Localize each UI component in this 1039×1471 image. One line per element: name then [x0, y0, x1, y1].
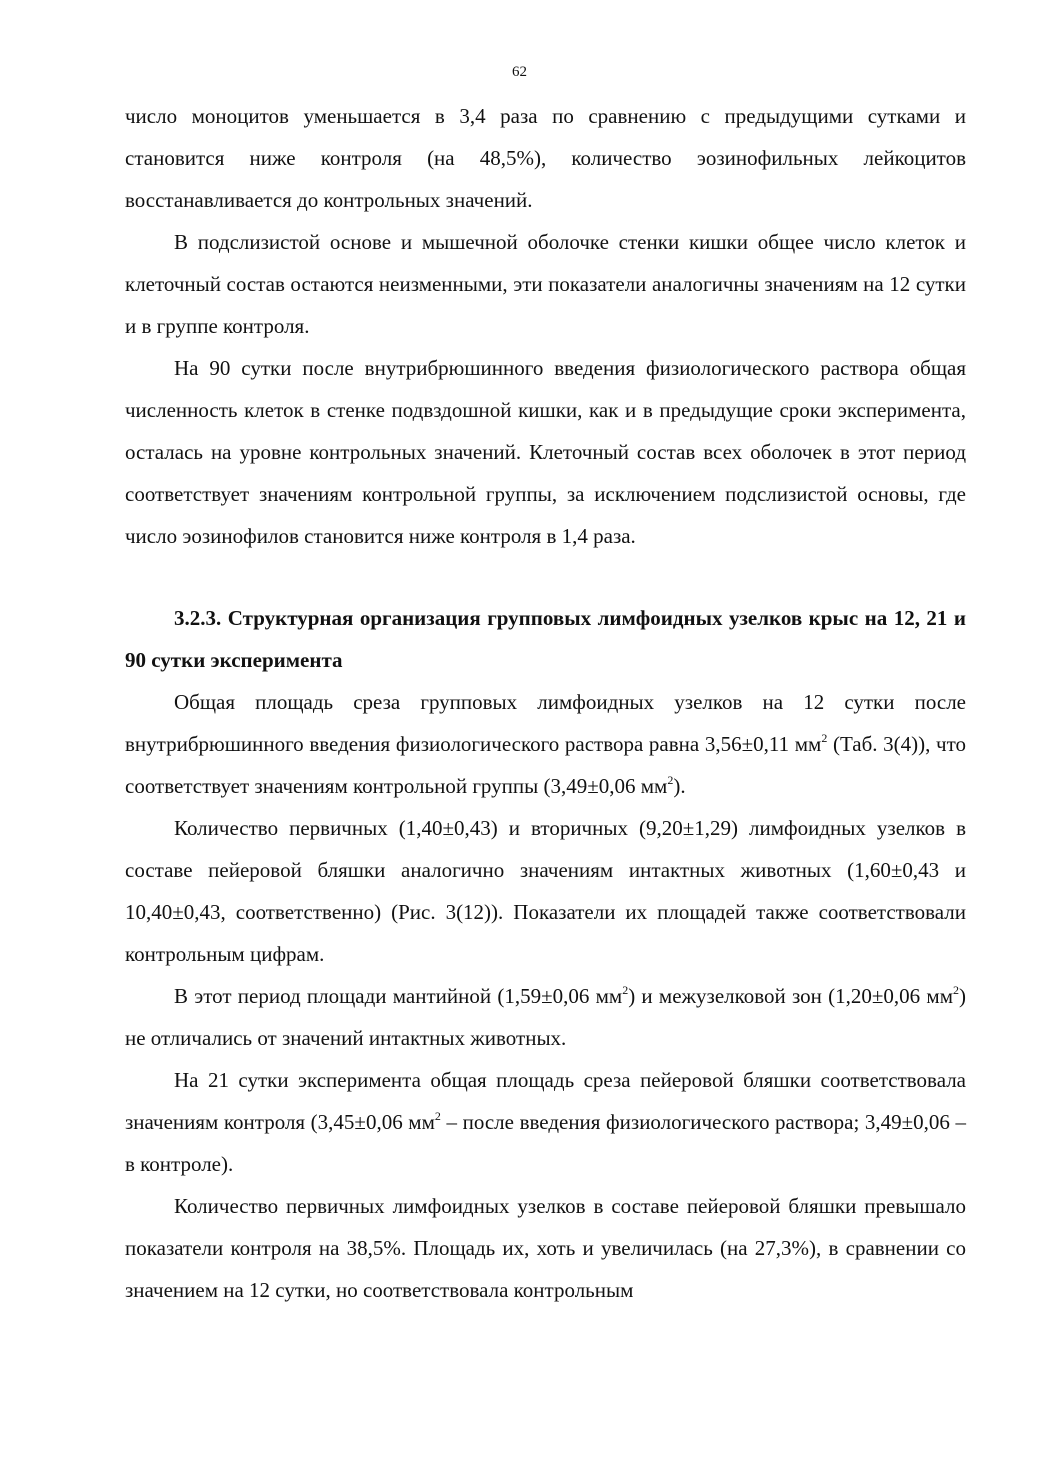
paragraph-primary-nodules: Количество первичных лимфоидных узелков в составе пейеровой бляшки превышало показатели контроля на 38,5%. Площадь их, хоть и увеличилась (на 27,3%), в сравнении со значением на 12 сутки, но соответствовала контрольным [125, 1194, 966, 1302]
text-run: Общая площадь среза групповых лимфоидных узелков на 12 сутки после внутрибрюшинного введения физиологического раствора равна 3,56±0,11 мм [125, 690, 966, 756]
superscript: 2 [434, 1109, 441, 1123]
page-body [125, 95, 966, 1311]
superscript: 2 [667, 773, 674, 787]
superscript: 2 [953, 983, 959, 997]
text-run: ). [673, 774, 686, 798]
page-number: 62 [512, 64, 527, 80]
paragraph-continued: число моноцитов уменьшается в 3,4 раза по сравнению с предыдущими сутками и становится ниже контроля (на 48,5%), количество эозинофильных лейкоцитов восстанавливается до контрольных значений. [125, 104, 966, 212]
text-run: На 21 сутки эксперимента общая площадь среза пейеровой бляшки соответствовала значениям контроля (3,45±0,06 мм [125, 1068, 966, 1134]
paragraph-nodule-count: Количество первичных (1,40±0,43) и вторичных (9,20±1,29) лимфоидных узелков в составе пейеровой бляшки аналогично значениям интактных животных (1,60±0,43 и 10,40±0,43, соответственно) (Рис. 3(12)). Показатели их площадей также соответствовали контрольным цифрам. [125, 816, 966, 966]
paragraph-total-area [125, 681, 966, 807]
text-run: – после введения физиологического раствора; 3,49±0,06 – в контроле). [125, 1110, 967, 1176]
text-run: (Таб. 3(4)), что соответствует значениям контрольной группы (3,49±0,06 мм [125, 732, 966, 798]
superscript: 2 [622, 983, 629, 997]
paragraph-day-90: На 90 сутки после внутрибрюшинного введения физиологического раствора общая численность клеток в стенке подвздошной кишки, как и в предыдущие сроки эксперимента, осталась на уровне контрольных значений. Клеточный состав всех оболочек в этот период соответствует значениям контрольной группы, за исключением подслизистой основы, где число эозинофилов становится ниже контроля в 1,4 раза. [125, 356, 966, 548]
section-heading: 3.2.3. Структурная организация групповых лимфоидных узелков крыс на 12, 21 и 90 сутки эксперимента [125, 606, 966, 672]
text-run: В этот период площади мантийной (1,59±0,06 мм [174, 984, 623, 1008]
superscript: 2 [821, 731, 828, 745]
paragraph-submucosa: В подслизистой основе и мышечной оболочке стенки кишки общее число клеток и клеточный состав остаются неизменными, эти показатели аналогичны значениям на 12 сутки и в группе контроля. [125, 230, 966, 338]
text-run: ) не отличались от значений интактных животных. [125, 984, 966, 1050]
paragraph-day-21 [125, 1059, 966, 1185]
text-run: ) и межузелковой зон (1,20±0,06 мм [628, 984, 953, 1008]
paragraph-zones [125, 975, 966, 1059]
